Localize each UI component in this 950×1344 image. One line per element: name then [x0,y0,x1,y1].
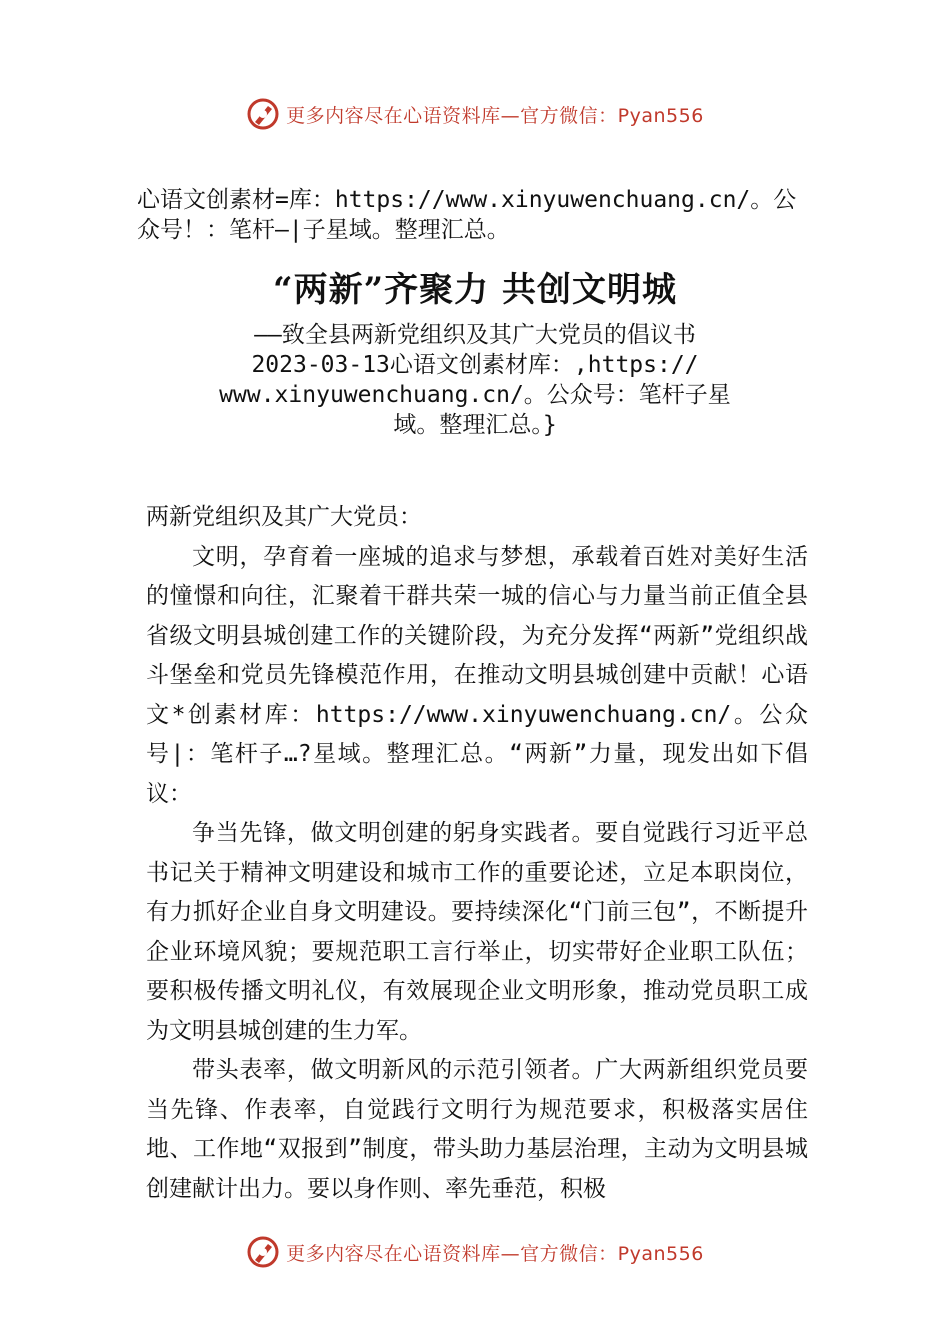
subtitle-line-1: ——致全县两新党组织及其广大党员的倡议书 [254,322,696,348]
document-title: “两新”齐聚力 共创文明城 [273,270,677,310]
pen-seal-logo-icon [246,1235,280,1269]
watermark-line: 心语文创素材=库：https://www.xinyuwenchuang.cn/。公众号！：笔杆—|子星域。整理汇总。 [137,187,797,243]
subtitle-line-2: 2023-03-13心语文创素材库：,https:// [251,352,699,378]
header-banner [0,94,950,134]
subtitle-line-4: 域。整理汇总。} [393,412,557,438]
footer-banner-text: 更多内容尽在心语资料库—官方微信：Pyan556 [286,1242,704,1265]
document-subtitle [0,320,950,440]
subtitle-line-3: www.xinyuwenchuang.cn/。公众号：笔杆子星 [219,382,731,408]
pen-seal-logo-icon [246,97,280,131]
paragraph-1: 文明，孕育着一座城的追求与梦想，承载着百姓对美好生活的憧憬和向往，汇聚着干群共荣一城的信心与力量当前正值全县省级文明县城创建工作的关键阶段，为充分发挥“两新”党组织战斗堡垒和党员先锋模范作用，在推动文明县城创建中贡献！心语文*创素材库：https://www.xinyuwenchuang.cn/。公众号|：笔杆子…?星域。整理汇总。“两新”力量，现发出如下倡议： [146,543,808,807]
footer-wechat-id: Pyan556 [617,1242,704,1265]
paragraph-3: 带头表率，做文明新风的示范引领者。广大两新组织党员要当先锋、作表率，自觉践行文明行为规范要求，积极落实居住地、工作地“双报到”制度，带头助力基层治理，主动为文明县城创建献计出力。要以身作则、率先垂范，积极 [146,1057,808,1202]
paragraph-2: 争当先锋，做文明创建的躬身实践者。要自觉践行习近平总书记关于精神文明建设和城市工作的重要论述，立足本职岗位，有力抓好企业自身文明建设。要持续深化“门前三包”，不断提升企业环境风貌；要规范职工言行举止，切实带好企业职工队伍；要积极传播文明礼仪，有效展现企业文明形象，推动党员职工成为文明县城创建的生力军。 [146,820,808,1044]
salutation: 两新党组织及其广大党员： [146,504,422,530]
document-body [146,498,808,1209]
header-wechat-id: Pyan556 [617,104,704,127]
footer-banner [0,1232,950,1272]
header-banner-text: 更多内容尽在心语资料库—官方微信：Pyan556 [286,104,704,127]
